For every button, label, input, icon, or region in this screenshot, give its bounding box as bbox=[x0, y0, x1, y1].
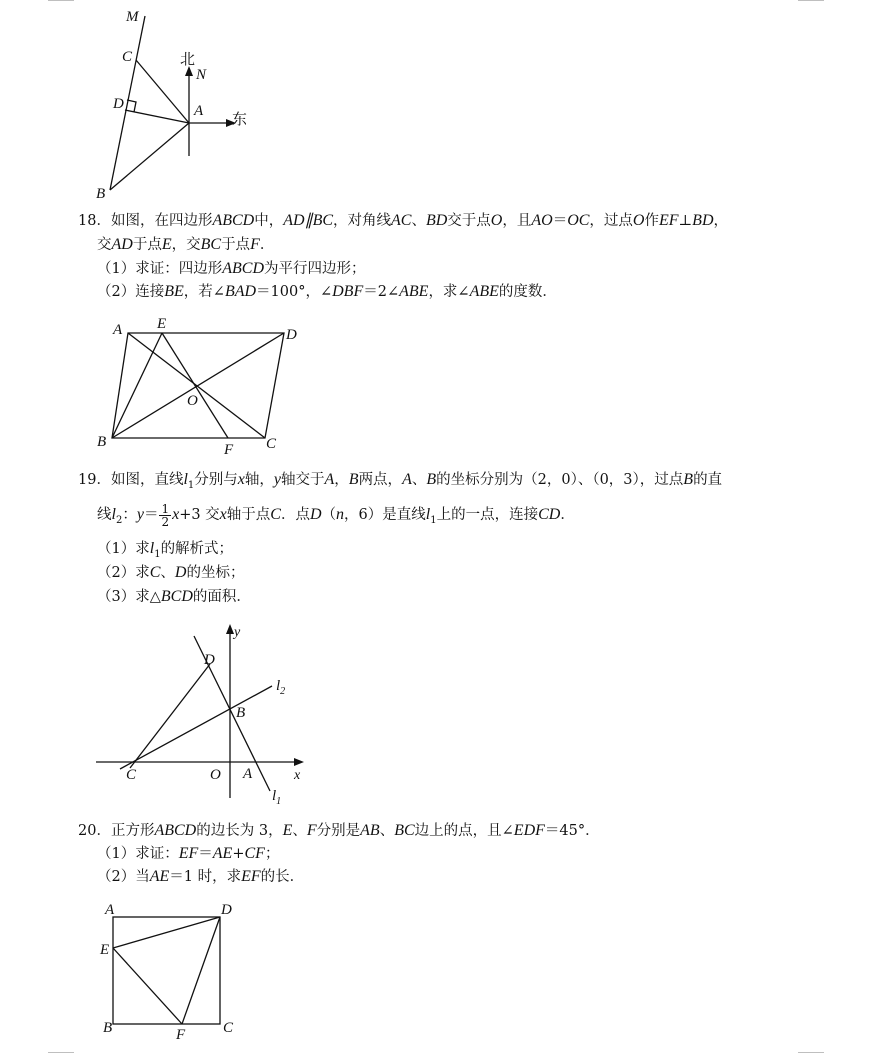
label-l2: $l_2$ bbox=[276, 678, 286, 697]
figure-q18 bbox=[90, 312, 310, 457]
label-E: E bbox=[157, 316, 167, 332]
label-C: C bbox=[122, 49, 133, 65]
corner-mark-bottom-left bbox=[48, 1052, 74, 1053]
label-C: C bbox=[266, 436, 277, 452]
label-D: D bbox=[113, 96, 124, 112]
label-D: D bbox=[221, 902, 232, 918]
label-F: F bbox=[176, 1027, 186, 1043]
label-A: A bbox=[105, 902, 115, 918]
q19-part2: （2）求C、D的坐标； bbox=[97, 564, 245, 581]
corner-mark-top-left bbox=[48, 0, 74, 1]
label-N: N bbox=[196, 67, 207, 83]
figure-q19 bbox=[90, 616, 315, 811]
label-A: A bbox=[194, 103, 204, 119]
label-B: B bbox=[236, 705, 246, 721]
fraction-one-half: $\frac{1}{2}$ bbox=[161, 501, 170, 529]
label-O: O bbox=[187, 393, 198, 409]
label-C: C bbox=[223, 1020, 234, 1036]
label-M: M bbox=[126, 9, 139, 25]
label-O: O bbox=[210, 767, 221, 783]
q18-part2: （2）连接BE，若∠BAD＝100°，∠DBF＝2∠ABE，求∠ABE的度数． bbox=[97, 283, 557, 300]
label-B: B bbox=[103, 1020, 113, 1036]
label-D: D bbox=[204, 652, 215, 668]
q19-part1: （1）求$l_1$的解析式； bbox=[97, 540, 234, 560]
corner-mark-top-right bbox=[798, 0, 824, 1]
q20-part2: （2）当AE＝1 时，求EF的长． bbox=[97, 868, 305, 885]
label-y: y bbox=[234, 625, 241, 640]
label-E: E bbox=[100, 942, 110, 958]
q18-line2: 交AD于点E，交BC于点F． bbox=[97, 236, 275, 253]
label-B: B bbox=[96, 186, 106, 202]
q19-line1: 19．如图，直线$l_1$分别与x轴，y轴交于A，B两点，A、B的坐标分别为（2，0）、（0，3），过点B的直 bbox=[78, 471, 723, 491]
label-east: 东 bbox=[232, 112, 248, 128]
label-D: D bbox=[286, 327, 297, 343]
q19-part3: （3）求△BCD的面积． bbox=[97, 588, 251, 605]
q19-line2: 线$l_2$：y＝ $\frac{1}{2}$ x+3 交x轴于点C．点D（n，6）是直线$l_1$上的一点，连接CD． bbox=[97, 501, 575, 529]
q18-line1: 18．如图，在四边形ABCD中，AD∥BC，对角线AC、BD交于点O，且AO＝OC，过点O作EF⊥BD， bbox=[78, 212, 728, 229]
label-A: A bbox=[243, 766, 253, 782]
label-C: C bbox=[126, 767, 137, 783]
corner-mark-bottom-right bbox=[798, 1052, 824, 1053]
figure-q20 bbox=[95, 898, 245, 1043]
q18-part1: （1）求证：四边形ABCD为平行四边形； bbox=[97, 260, 366, 277]
q20-line1: 20．正方形ABCD的边长为 3，E、F分别是AB、BC边上的点，且∠EDF＝45°． bbox=[78, 822, 600, 839]
figure-q17 bbox=[90, 0, 260, 205]
label-F: F bbox=[224, 442, 234, 457]
label-A: A bbox=[113, 322, 123, 338]
label-north: 北 bbox=[180, 52, 196, 68]
q20-part1: （1）求证：EF＝AE+CF； bbox=[97, 845, 280, 862]
label-l1: $l_1$ bbox=[272, 788, 282, 807]
label-B: B bbox=[97, 434, 107, 450]
label-x: x bbox=[294, 768, 301, 783]
